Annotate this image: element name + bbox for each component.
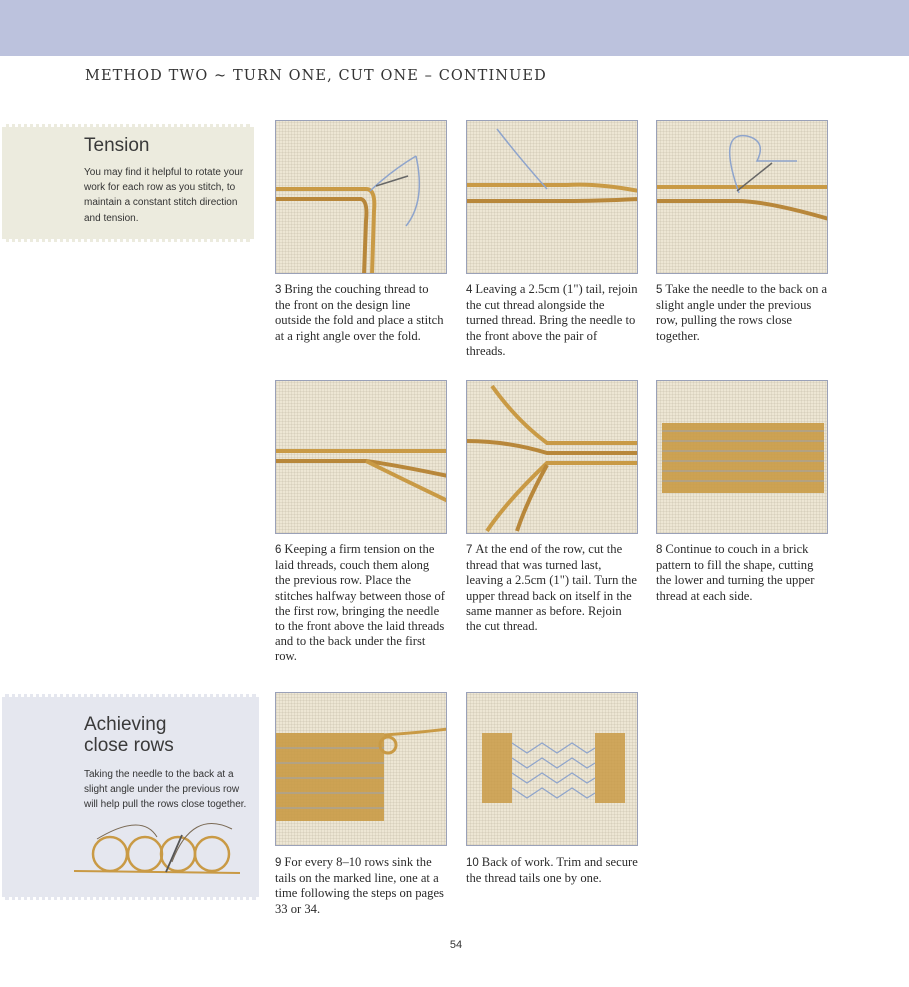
step-7-caption <box>466 542 638 634</box>
close-rows-illustration <box>72 817 242 877</box>
step-text: Back of work. Trim and secure the thread tails one by one. <box>466 855 638 886</box>
step-6-caption <box>275 542 447 665</box>
header-band <box>0 0 909 56</box>
step-text: Leaving a 2.5cm (1") tail, rejoin the cut thread alongside the turned thread. Bring the needle to the front above the pair of threads. <box>466 282 638 358</box>
step-10-caption <box>466 855 638 886</box>
section-title: METHOD TWO ~ TURN ONE, CUT ONE – CONTINUED <box>85 68 547 84</box>
tip-text-tension: You may find it helpful to rotate your work for each row as you stitch, to maintain a constant stitch direction and tension. <box>84 167 244 224</box>
step-text: At the end of the row, cut the thread that was turned last, leaving a 2.5cm (1") tail. Turn the upper thread back on itself in the same manner as before. Rejoin the cut thread. <box>466 542 637 634</box>
step-text: Continue to couch in a brick pattern to fill the shape, cutting the lower and turning the upper thread at each side. <box>656 542 815 603</box>
step-number: 4 <box>466 284 473 296</box>
step-number: 8 <box>656 544 663 556</box>
step-text: Keeping a firm tension on the laid threads, couch them along the previous row. Place the stitches halfway between those of the first row, bringing the needle to the front above the laid threads and to the back under the first row. <box>275 542 445 664</box>
step-number: 10 <box>466 857 479 869</box>
tip-title-line2: close rows <box>84 735 174 756</box>
tip-box-tension <box>2 124 254 242</box>
tip-text-close-rows: Taking the needle to the back at a slight angle under the previous row will help pull the rows close together. <box>84 769 247 811</box>
step-3-caption <box>275 282 447 344</box>
step-9-caption <box>275 855 447 917</box>
photo-step-8 <box>656 380 828 534</box>
step-5-caption <box>656 282 828 344</box>
step-4-caption <box>466 282 638 359</box>
photo-step-6 <box>275 380 447 534</box>
step-number: 6 <box>275 544 282 556</box>
step-number: 3 <box>275 284 282 296</box>
step-number: 7 <box>466 544 473 556</box>
step-text: For every 8–10 rows sink the tails on the marked line, one at a time following the steps on pages 33 or 34. <box>275 855 444 916</box>
step-text: Bring the couching thread to the front on the design line outside the fold and place a stitch at a right angle over the fold. <box>275 282 444 343</box>
photo-step-7 <box>466 380 638 534</box>
photo-step-5 <box>656 120 828 274</box>
tip-title-close-rows <box>84 714 234 756</box>
step-text: Take the needle to the back on a slight angle under the previous row, pulling the rows close together. <box>656 282 828 343</box>
photo-step-9 <box>275 692 447 846</box>
step-number: 9 <box>275 857 282 869</box>
tip-title-line1: Achieving <box>84 714 167 735</box>
step-number: 5 <box>656 284 663 296</box>
tip-box-close-rows <box>2 694 259 900</box>
step-8-caption <box>656 542 828 604</box>
photo-step-4 <box>466 120 638 274</box>
page-number: 54 <box>449 939 463 951</box>
photo-step-3 <box>275 120 447 274</box>
photo-step-10 <box>466 692 638 846</box>
tip-title-tension: Tension <box>84 135 150 156</box>
